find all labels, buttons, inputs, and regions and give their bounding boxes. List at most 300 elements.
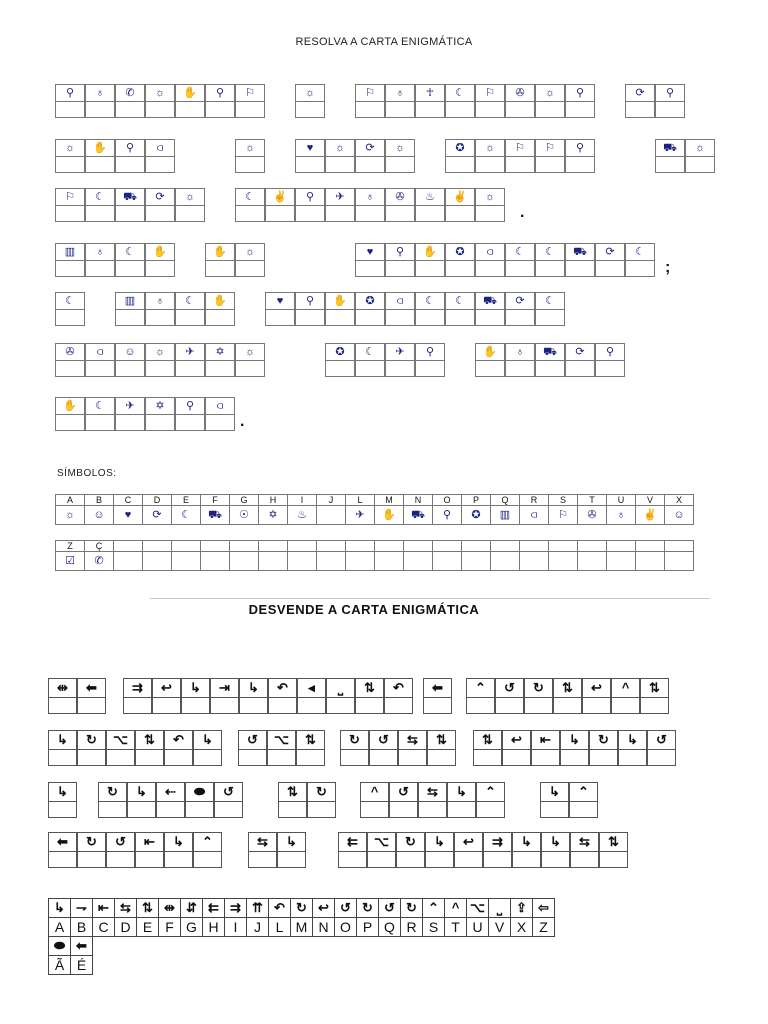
- puzzle-1-row: [55, 84, 715, 118]
- puzzle-1-cell[interactable]: [55, 84, 85, 118]
- puzzle-symbol-icon: ⟳: [605, 246, 615, 258]
- puzzle-1-cell[interactable]: [85, 139, 115, 173]
- puzzle-symbol-icon: ☾: [455, 295, 465, 307]
- key-letter: [462, 541, 491, 552]
- puzzle-1-cell[interactable]: [475, 84, 505, 118]
- puzzle-1-cell[interactable]: [445, 243, 475, 277]
- puzzle-symbol-icon: ⫏: [396, 295, 404, 307]
- puzzle-1-cell[interactable]: [535, 292, 565, 326]
- puzzle-1-cell[interactable]: [115, 292, 145, 326]
- arrow-symbol-icon: ⎵: [337, 680, 344, 695]
- arrow-key-symbol-icon: ⇉: [225, 899, 247, 918]
- puzzle-2-cell[interactable]: [495, 678, 524, 714]
- puzzle-1-cell[interactable]: [85, 397, 115, 431]
- puzzle-1-cell[interactable]: [355, 84, 385, 118]
- arrow-key-symbol-icon: ⇹: [159, 899, 181, 918]
- puzzle-2-cell[interactable]: [238, 730, 267, 766]
- puzzle-2-cell[interactable]: [239, 678, 268, 714]
- arrow-symbol-icon: ⇇: [347, 834, 358, 849]
- puzzle-1-cell[interactable]: [505, 243, 535, 277]
- puzzle-1-cell[interactable]: [595, 243, 625, 277]
- puzzle-1-cell[interactable]: [235, 343, 265, 377]
- puzzle-1-cell[interactable]: [415, 292, 445, 326]
- key-letter: D: [143, 495, 172, 506]
- puzzle-1-cell[interactable]: [145, 243, 175, 277]
- puzzle-2-cell[interactable]: [541, 832, 570, 868]
- puzzle-1-cell[interactable]: [265, 188, 295, 222]
- key-letter: C: [114, 495, 143, 506]
- key-letter: A: [56, 495, 85, 506]
- puzzle-1-cell[interactable]: [145, 84, 175, 118]
- puzzle-symbol-icon: ⫏: [96, 346, 104, 358]
- arrow-symbol-icon: ⇠: [165, 784, 176, 799]
- puzzle-symbol-icon: ⚲: [65, 87, 75, 99]
- puzzle-2-cell[interactable]: [384, 678, 413, 714]
- puzzle-1-cell[interactable]: [445, 139, 475, 173]
- puzzle-2-cell[interactable]: [106, 832, 135, 868]
- puzzle-1-cell[interactable]: [145, 139, 175, 173]
- puzzle-1-gap: [595, 292, 625, 326]
- puzzle-1-cell[interactable]: [505, 292, 535, 326]
- puzzle-2-cell[interactable]: [570, 832, 599, 868]
- arrow-symbol-icon: ⌃: [578, 784, 589, 799]
- puzzle-2-cell[interactable]: [326, 678, 355, 714]
- puzzle-2-cell[interactable]: [106, 730, 135, 766]
- puzzle-2-cell[interactable]: [398, 730, 427, 766]
- arrow-symbol-icon: ⇅: [482, 732, 493, 747]
- puzzle-1-cell[interactable]: [295, 188, 325, 222]
- puzzle-1-cell[interactable]: [115, 243, 145, 277]
- arrow-symbol-icon: ↶: [277, 680, 288, 695]
- key-letter: Ç: [85, 541, 114, 552]
- puzzle-1-row: [55, 292, 715, 326]
- puzzle-1-cell[interactable]: [85, 243, 115, 277]
- puzzle-2-cell[interactable]: [77, 678, 106, 714]
- puzzle-1-cell[interactable]: [685, 139, 715, 173]
- puzzle-1-cell[interactable]: [55, 243, 85, 277]
- puzzle-1-cell[interactable]: [535, 139, 565, 173]
- puzzle-1-cell[interactable]: [85, 84, 115, 118]
- puzzle-1-cell[interactable]: [355, 139, 385, 173]
- arrow-symbol-icon: ↩: [591, 680, 602, 695]
- puzzle-symbol-icon: ☼: [334, 142, 346, 154]
- puzzle-2-cell[interactable]: [278, 782, 307, 818]
- puzzle-1-cell[interactable]: [145, 343, 175, 377]
- key-symbol-icon: [259, 552, 288, 571]
- arrow-key-letter: G: [181, 918, 203, 937]
- puzzle-symbol-icon: ⚐: [65, 191, 75, 203]
- puzzle-1-cell[interactable]: [415, 243, 445, 277]
- key-symbol-icon: ☉: [230, 506, 259, 525]
- puzzle-1-cell[interactable]: [475, 188, 505, 222]
- puzzle-symbol-icon: ⟳: [365, 142, 375, 154]
- puzzle-1-cell[interactable]: [415, 84, 445, 118]
- puzzle-2-cell[interactable]: [589, 730, 618, 766]
- arrow-symbol-icon: ↻: [405, 834, 416, 849]
- puzzle-1-cell[interactable]: [505, 343, 535, 377]
- puzzle-1-cell[interactable]: [175, 343, 205, 377]
- key-symbol-icon: ☼: [56, 506, 85, 525]
- puzzle-1-gap: [415, 139, 445, 173]
- puzzle-2-cell[interactable]: [164, 730, 193, 766]
- puzzle-symbol-icon: ☾: [545, 246, 555, 258]
- arrow-symbol-icon: ↳: [456, 784, 467, 799]
- puzzle-1-cell[interactable]: [385, 139, 415, 173]
- puzzle-2-cell[interactable]: [599, 832, 628, 868]
- puzzle-1-cell[interactable]: [85, 343, 115, 377]
- key-symbol-icon: [549, 552, 578, 571]
- puzzle-2-cell[interactable]: [193, 832, 222, 868]
- puzzle-2-cell[interactable]: [396, 832, 425, 868]
- puzzle-1-cell[interactable]: [175, 188, 205, 222]
- arrow-key-symbol-icon: ⇁: [71, 899, 93, 918]
- arrow-key-symbol-icon: ⇵: [181, 899, 203, 918]
- puzzle-2-cell[interactable]: [135, 832, 164, 868]
- puzzle-2-cell[interactable]: [418, 782, 447, 818]
- puzzle-1-gap: [655, 292, 685, 326]
- key-symbol-icon: ☺: [665, 506, 694, 525]
- puzzle-1-cell[interactable]: [445, 84, 475, 118]
- puzzle-2-cell[interactable]: [618, 730, 647, 766]
- puzzle-1-cell[interactable]: [565, 243, 595, 277]
- puzzle-1-cell[interactable]: [145, 188, 175, 222]
- puzzle-2-cell[interactable]: [297, 678, 326, 714]
- puzzle-1-grid: [55, 84, 715, 434]
- puzzle-2-cell[interactable]: [466, 678, 495, 714]
- puzzle-1-gap: [445, 343, 475, 377]
- puzzle-1-cell[interactable]: [325, 343, 355, 377]
- puzzle-1-cell[interactable]: [115, 84, 145, 118]
- puzzle-2-cell[interactable]: [389, 782, 418, 818]
- puzzle-1-gap: [535, 188, 565, 222]
- puzzle-1-cell[interactable]: [355, 343, 385, 377]
- arrow-symbol-icon: ↺: [398, 784, 409, 799]
- arrow-symbol-icon: ↺: [223, 784, 234, 799]
- puzzle-1-cell[interactable]: [385, 292, 415, 326]
- puzzle-2-cell[interactable]: [454, 832, 483, 868]
- puzzle-2-cell[interactable]: [369, 730, 398, 766]
- puzzle-2-cell[interactable]: [193, 730, 222, 766]
- puzzle-1-cell[interactable]: [235, 84, 265, 118]
- puzzle-symbol-icon: ♁: [95, 246, 105, 258]
- puzzle-2-cell[interactable]: [210, 678, 239, 714]
- puzzle-2-cell[interactable]: [427, 730, 456, 766]
- puzzle-1-cell[interactable]: [355, 292, 385, 326]
- puzzle-symbol-icon: ✈: [395, 346, 405, 358]
- key-symbol-icon: ⫏: [520, 506, 549, 525]
- puzzle-2-cell[interactable]: [277, 832, 306, 868]
- puzzle-2-cell[interactable]: [340, 730, 369, 766]
- puzzle-symbol-icon: ✋: [63, 400, 77, 412]
- puzzle-symbol-icon: ☼: [154, 87, 166, 99]
- puzzle-1-cell[interactable]: [535, 343, 565, 377]
- puzzle-symbol-icon: ✇: [65, 346, 75, 358]
- arrow-symbol-icon: ↳: [173, 834, 184, 849]
- arrow-key-letter: R: [401, 918, 423, 937]
- puzzle-1-cell[interactable]: [505, 139, 535, 173]
- puzzle-1-row: [55, 188, 715, 222]
- puzzle-2-cell[interactable]: [48, 782, 77, 818]
- puzzle-symbol-icon: ✈: [185, 346, 195, 358]
- arrow-key-symbol-icon: ⌃: [423, 899, 445, 918]
- puzzle-1-cell[interactable]: [655, 139, 685, 173]
- puzzle-1-cell[interactable]: [295, 292, 325, 326]
- arrow-symbol-icon: ↻: [107, 784, 118, 799]
- key-letter: F: [201, 495, 230, 506]
- arrow-key-symbol-icon: ⌥: [467, 899, 489, 918]
- puzzle-1-cell[interactable]: [385, 343, 415, 377]
- puzzle-1-cell[interactable]: [355, 243, 385, 277]
- puzzle-2-cell[interactable]: [123, 678, 152, 714]
- puzzle-symbol-icon: ⚲: [305, 191, 315, 203]
- symbol-key-table-1: [55, 494, 694, 525]
- puzzle-symbol-icon: ⚲: [665, 87, 675, 99]
- puzzle-1-cell[interactable]: [205, 292, 235, 326]
- arrow-symbol-icon: ⇤: [144, 834, 155, 849]
- puzzle-1-cell[interactable]: [55, 139, 85, 173]
- puzzle-1-cell[interactable]: [205, 397, 235, 431]
- puzzle-symbol-icon: ✌: [453, 191, 467, 203]
- key-letter: [259, 541, 288, 552]
- puzzle-1-gap: [415, 397, 445, 431]
- puzzle-1-cell[interactable]: [175, 397, 205, 431]
- arrow-symbol-icon: ↺: [378, 732, 389, 747]
- key-letter: E: [172, 495, 201, 506]
- arrow-symbol-icon: ⇅: [649, 680, 660, 695]
- puzzle-symbol-icon: ⫏: [216, 400, 224, 412]
- puzzle-2-cell[interactable]: [425, 832, 454, 868]
- puzzle-1-cell[interactable]: [115, 139, 145, 173]
- arrow-key-symbol-icon: ↻: [291, 899, 313, 918]
- punctuation-mark: .: [240, 413, 245, 430]
- puzzle-1-cell[interactable]: [55, 343, 85, 377]
- arrow-key-symbol-icon: ↻: [401, 899, 423, 918]
- puzzle-1-gap: [265, 343, 295, 377]
- puzzle-2-cell[interactable]: [156, 782, 185, 818]
- key-symbol-icon: [288, 552, 317, 571]
- puzzle-2-cell[interactable]: [647, 730, 676, 766]
- puzzle-2-cell[interactable]: [483, 832, 512, 868]
- puzzle-1-gap: [205, 139, 235, 173]
- puzzle-1-cell[interactable]: [235, 243, 265, 277]
- puzzle-2-cell[interactable]: [48, 832, 77, 868]
- puzzle-2-cell[interactable]: [611, 678, 640, 714]
- puzzle-1-cell[interactable]: [385, 84, 415, 118]
- puzzle-symbol-icon: ☾: [95, 400, 105, 412]
- symbol-key-table-2: [55, 540, 694, 571]
- puzzle-1-cell[interactable]: [475, 343, 505, 377]
- puzzle-1-cell[interactable]: [115, 397, 145, 431]
- puzzle-2-cell[interactable]: [473, 730, 502, 766]
- arrow-symbol-icon: ⇅: [608, 834, 619, 849]
- puzzle-2-cell[interactable]: [476, 782, 505, 818]
- puzzle-1-cell[interactable]: [385, 243, 415, 277]
- puzzle-1-gap: [235, 292, 265, 326]
- puzzle-symbol-icon: ⛟: [543, 346, 557, 358]
- puzzle-1-cell[interactable]: [565, 84, 595, 118]
- puzzle-1-cell[interactable]: [235, 188, 265, 222]
- key-letter: [636, 541, 665, 552]
- arrow-symbol-icon: ⇅: [364, 680, 375, 695]
- puzzle-1-cell[interactable]: [235, 139, 265, 173]
- puzzle-1-cell[interactable]: [115, 188, 145, 222]
- puzzle-symbol-icon: ⚲: [425, 346, 435, 358]
- puzzle-1-cell[interactable]: [535, 84, 565, 118]
- puzzle-2-cell[interactable]: [296, 730, 325, 766]
- arrow-symbol-icon: ↻: [86, 834, 97, 849]
- puzzle-2-cell[interactable]: [524, 678, 553, 714]
- puzzle-2-cell[interactable]: [531, 730, 560, 766]
- puzzle-1-gap: [445, 397, 475, 431]
- puzzle-2-cell[interactable]: [248, 832, 277, 868]
- puzzle-1-cell[interactable]: [175, 84, 205, 118]
- arrow-key-symbol-icon: ⇇: [203, 899, 225, 918]
- arrow-key-letter: H: [203, 918, 225, 937]
- puzzle-2-cell[interactable]: [540, 782, 569, 818]
- puzzle-1-cell[interactable]: [505, 84, 535, 118]
- puzzle-2-cell[interactable]: [164, 832, 193, 868]
- puzzle-1-cell[interactable]: [655, 84, 685, 118]
- key-symbol-icon: [665, 552, 694, 571]
- puzzle-2-cell[interactable]: [360, 782, 389, 818]
- puzzle-1-cell[interactable]: [595, 343, 625, 377]
- arrow-key-letter: É: [71, 956, 93, 975]
- puzzle-1-cell[interactable]: [475, 292, 505, 326]
- puzzle-symbol-icon: ✋: [93, 142, 107, 154]
- puzzle-symbol-icon: ▥: [64, 246, 76, 258]
- puzzle-1-cell[interactable]: [355, 188, 385, 222]
- arrow-key-letter: Ã: [49, 956, 71, 975]
- key-letter: G: [230, 495, 259, 506]
- puzzle-2-cell[interactable]: [582, 678, 611, 714]
- puzzle-1-cell[interactable]: [55, 397, 85, 431]
- arrow-key-letter: L: [269, 918, 291, 937]
- puzzle-1-cell[interactable]: [565, 139, 595, 173]
- puzzle-1-cell[interactable]: [115, 343, 145, 377]
- puzzle-1-cell[interactable]: [325, 139, 355, 173]
- puzzle-2-cell[interactable]: [48, 730, 77, 766]
- puzzle-2-cell[interactable]: [423, 678, 452, 714]
- puzzle-symbol-icon: ⟳: [575, 346, 585, 358]
- puzzle-1-cell[interactable]: [445, 292, 475, 326]
- puzzle-2-cell[interactable]: [502, 730, 531, 766]
- puzzle-1-cell[interactable]: [175, 292, 205, 326]
- key-symbol-icon: ▥: [491, 506, 520, 525]
- puzzle-2-cell[interactable]: [181, 678, 210, 714]
- puzzle-2-cell[interactable]: [77, 730, 106, 766]
- puzzle-1-row: [55, 139, 715, 173]
- puzzle-2-cell[interactable]: [48, 678, 77, 714]
- puzzle-2-cell[interactable]: [553, 678, 582, 714]
- arrow-symbol-icon: ⌥: [374, 834, 389, 849]
- puzzle-1-cell[interactable]: [205, 243, 235, 277]
- puzzle-symbol-icon: ⚲: [575, 87, 585, 99]
- puzzle-1-cell[interactable]: [415, 343, 445, 377]
- puzzle-2-cell[interactable]: [214, 782, 243, 818]
- puzzle-2-cell[interactable]: [77, 832, 106, 868]
- arrow-symbol-icon: ◂: [308, 680, 315, 695]
- puzzle-1-cell[interactable]: [445, 188, 475, 222]
- key-symbol-icon: [636, 552, 665, 571]
- puzzle-2-cell[interactable]: [560, 730, 589, 766]
- puzzle-1-gap: [295, 397, 325, 431]
- puzzle-1-cell[interactable]: [145, 292, 175, 326]
- puzzle-2-cell[interactable]: [640, 678, 669, 714]
- puzzle-symbol-icon: ⛟: [573, 246, 587, 258]
- key-letter: L: [346, 495, 375, 506]
- puzzle-1-cell[interactable]: [325, 188, 355, 222]
- puzzle-1-gap: [265, 243, 295, 277]
- puzzle-2-cell[interactable]: [569, 782, 598, 818]
- puzzle-1-cell[interactable]: [475, 243, 505, 277]
- puzzle-1-cell[interactable]: [205, 84, 235, 118]
- puzzle-2-cell[interactable]: [512, 832, 541, 868]
- key-letter: [491, 541, 520, 552]
- puzzle-1-gap: [655, 343, 685, 377]
- arrow-symbol-icon: ^: [370, 784, 379, 799]
- arrow-key-letter: I: [225, 918, 247, 937]
- puzzle-symbol-icon: ☾: [245, 191, 255, 203]
- puzzle-symbol-icon: ✈: [335, 191, 345, 203]
- puzzle-1-cell[interactable]: [55, 292, 85, 326]
- puzzle-1-cell[interactable]: [385, 188, 415, 222]
- key-letter: O: [433, 495, 462, 506]
- puzzle-1-gap: [685, 397, 715, 431]
- key-letter: U: [607, 495, 636, 506]
- puzzle-1-gap: [265, 139, 295, 173]
- puzzle-1-cell[interactable]: [565, 343, 595, 377]
- puzzle-2-cell[interactable]: [127, 782, 156, 818]
- puzzle-2-cell[interactable]: [307, 782, 336, 818]
- puzzle-2-cell[interactable]: [185, 782, 214, 818]
- arrow-symbol-icon: ↳: [434, 834, 445, 849]
- puzzle-1-cell[interactable]: [535, 243, 565, 277]
- arrow-symbol-icon: ↶: [393, 680, 404, 695]
- arrow-key-symbol-icon: ⇈: [247, 899, 269, 918]
- key-symbol-icon: ✈: [346, 506, 375, 525]
- puzzle-1-cell[interactable]: [415, 188, 445, 222]
- puzzle-symbol-icon: ♁: [395, 87, 405, 99]
- puzzle-symbol-icon: ✋: [183, 87, 197, 99]
- puzzle-1-cell[interactable]: [325, 292, 355, 326]
- puzzle-2-cell[interactable]: [267, 730, 296, 766]
- puzzle-1-gap: [265, 397, 295, 431]
- puzzle-2-cell[interactable]: [268, 678, 297, 714]
- puzzle-2-cell[interactable]: [98, 782, 127, 818]
- puzzle-1-cell[interactable]: [625, 243, 655, 277]
- key-letter: [201, 541, 230, 552]
- puzzle-2-cell[interactable]: [447, 782, 476, 818]
- puzzle-1-cell[interactable]: [295, 139, 325, 173]
- puzzle-2-cell[interactable]: [152, 678, 181, 714]
- puzzle-1-cell[interactable]: [265, 292, 295, 326]
- puzzle-1-cell[interactable]: [55, 188, 85, 222]
- puzzle-1-row: [55, 243, 715, 277]
- puzzle-1-gap: [295, 343, 325, 377]
- puzzle-1-cell[interactable]: [295, 84, 325, 118]
- puzzle-1-cell[interactable]: [85, 188, 115, 222]
- puzzle-1-cell[interactable]: [205, 343, 235, 377]
- puzzle-2-cell[interactable]: [367, 832, 396, 868]
- puzzle-2-cell[interactable]: [135, 730, 164, 766]
- puzzle-1-cell[interactable]: [625, 84, 655, 118]
- puzzle-1-cell[interactable]: [145, 397, 175, 431]
- puzzle-1-cell[interactable]: [475, 139, 505, 173]
- puzzle-1-gap: [355, 397, 385, 431]
- puzzle-2-cell[interactable]: [355, 678, 384, 714]
- arrow-key-symbol-icon: ⬅: [71, 937, 93, 956]
- puzzle-2-cell[interactable]: [338, 832, 367, 868]
